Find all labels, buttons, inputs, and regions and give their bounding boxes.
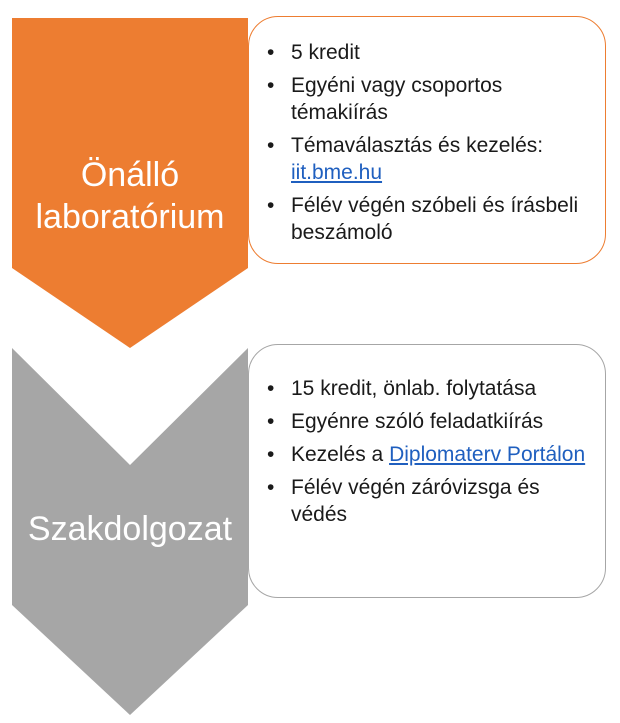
list-item: • Témaválasztás és kezelés: iit.bme.hu [267,134,544,184]
bullet-icon: • [267,476,275,499]
list-item: • Egyénre szóló feladatkiírás [267,410,544,433]
bullet-icon: • [267,410,275,433]
list-item: • Félév végén szóbeli és írásbeli beszámoló [267,194,579,244]
bullet-icon: • [267,134,275,157]
bullet-icon: • [267,377,275,400]
stage-2-label-line-1: Szakdolgozat [27,510,233,548]
stage-1-bullet-list [263,39,593,246]
list-item: • Kezelés a Diplomaterv Portálon [267,443,586,466]
stage-2-details-card [248,344,606,598]
list-item: • Félév végén záróvizsga és védés [267,476,540,526]
bullet-icon: • [267,443,275,466]
diplomaterv-portal-link[interactable]: Diplomaterv Portálon [389,443,586,466]
stage-2-label [12,508,248,550]
stage-2-bullet-list [263,375,593,528]
iit-link[interactable]: iit.bme.hu [291,161,383,184]
stage-1-label [12,154,248,238]
stage-1-label-line-1: Önálló [80,156,180,194]
bullet-icon: • [267,74,275,97]
stage-1-details-card [248,16,606,264]
list-item: • 15 kredit, önlab. folytatása [267,377,537,400]
bullet-icon: • [267,41,275,64]
bullet-icon: • [267,194,275,217]
list-item: • 5 kredit [267,41,360,64]
list-item: • Egyéni vagy csoportos témakiírás [267,74,503,124]
stage-1-label-line-2: laboratórium [35,198,225,236]
